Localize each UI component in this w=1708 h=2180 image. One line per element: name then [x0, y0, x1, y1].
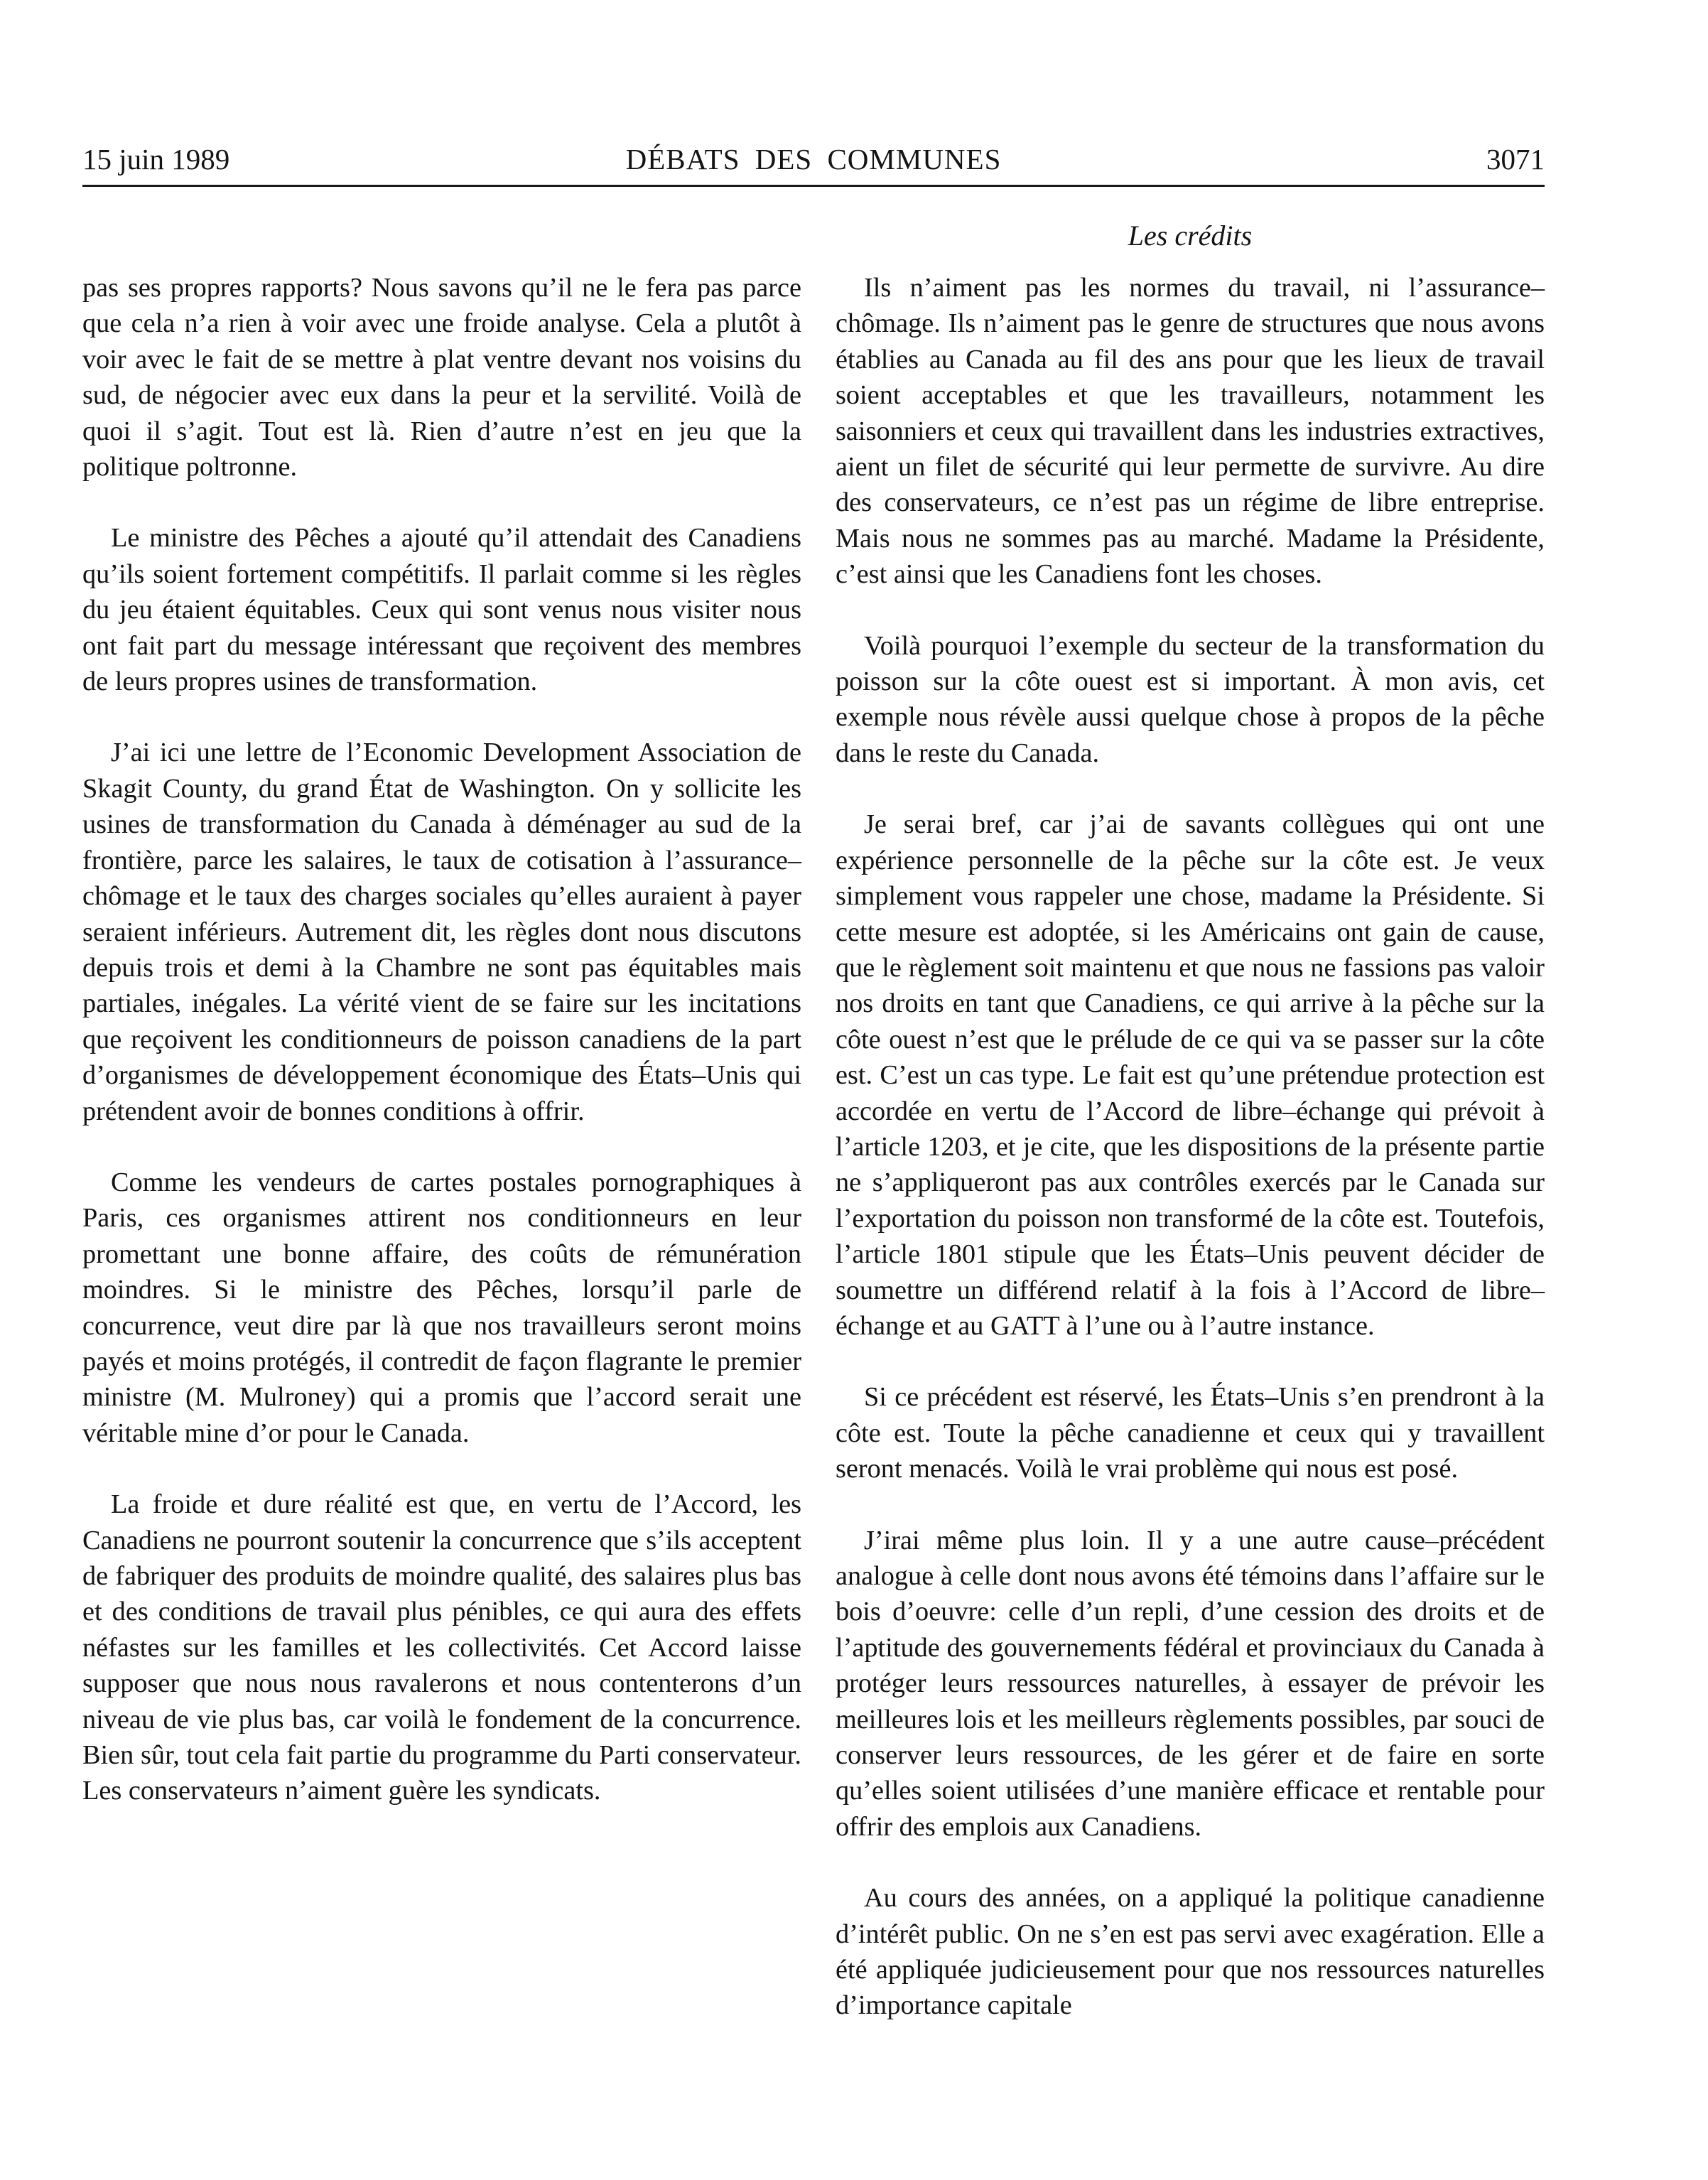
section-heading: Les crédits [1128, 220, 1253, 252]
paragraph: Ils n’aiment pas les normes du travail, ni l’assurance–chômage. Ils n’aiment pas le genre de structures que nous avons établies au Canada au fil des ans pour que les lieux de travail soient acceptables et que les travailleurs, notamment les saisonniers et ceux qui travaillent dans les industries extractives, aient un filet de sécurité qui leur permette de survivre. Au dire des conservateurs, ce n’est pas un régime de libre entreprise. Mais nous ne sommes pas au marché. Madame la Présidente, c’est ainsi que les Canadiens font les choses. [836, 273, 1545, 590]
paragraph: Comme les vendeurs de cartes postales pornographiques à Paris, ces organismes attirent nos conditionneurs en leur promettant une bonne affaire, des coûts de rémunération moindres. Si le ministre des Pêches, lorsqu’il parle de concurrence, veut dire par là que nos travailleurs seront moins payés et moins protégés, il contredit de façon flagrante le premier ministre (M. Mulroney) qui a promis que l’accord serait une véritable mine d’or pour le Canada. [82, 1167, 801, 1448]
right-column [836, 270, 1545, 2059]
paragraph: Je serai bref, car j’ai de savants collègues qui ont une expérience personnelle de la pêche sur la côte est. Je veux simplement vous rappeler une chose, madame la Présidente. Si cette mesure est adoptée, si les Américains ont gain de cause, que le règlement soit maintenu et que nous ne fassions pas valoir nos droits en tant que Canadiens, ce qui arrive à la pêche sur la côte ouest n’est que le prélude de ce qui va se passer sur la côte est. C’est un cas type. Le fait est qu’une prétendue protection est accordée en vertu de l’Accord de libre–échange qui prévoit à l’article 1203, et je cite, que les dispositions de la présente partie ne s’appliqueront pas aux contrôles exercés par le Canada sur l’exportation du poisson non transformé de la côte est. Toutefois, l’article 1801 stipule que les États–Unis peuvent décider de soumettre un différend relatif à la fois à l’Accord de libre–échange et au GATT à l’une ou à l’autre instance. [836, 809, 1545, 1341]
paragraph: Voilà pourquoi l’exemple du secteur de la transformation du poisson sur la côte ouest est si important. À mon avis, cet exemple nous révèle aussi quelque chose à propos de la pêche dans le reste du Canada. [836, 630, 1545, 768]
paragraph: Au cours des années, on a appliqué la politique canadienne d’intérêt public. On ne s’en est pas servi avec exagération. Elle a été appliquée judicieusement pour que nos ressources naturelles d’importance capitale [836, 1883, 1545, 2021]
page-header [82, 139, 1545, 187]
paragraph: Si ce précédent est réservé, les États–Unis s’en prendront à la côte est. Toute la pêche canadienne et ceux qui y travaillent seront menacés. Voilà le vrai problème qui nous est posé. [836, 1382, 1545, 1484]
header-title: DÉBATS DES COMMUNES [625, 143, 1002, 176]
header-date: 15 juin 1989 [82, 143, 230, 176]
left-column [82, 270, 801, 1845]
paragraph: Le ministre des Pêches a ajouté qu’il attendait des Canadiens qu’ils soient fortement compétitifs. Il parlait comme si les règles du jeu étaient équitables. Ceux qui sont venus nous visiter nous ont fait part du message intéressant que reçoivent des membres de leurs propres usines de transformation. [82, 523, 801, 697]
paragraph: pas ses propres rapports? Nous savons qu’il ne le fera pas parce que cela n’a rien à voir avec une froide analyse. Cela a plutôt à voir avec le fait de se mettre à plat ventre devant nos voisins du sud, de négocier avec eux dans la peur et la servilité. Voilà de quoi il s’agit. Tout est là. Rien d’autre n’est en jeu que la politique poltronne. [82, 273, 801, 482]
paragraph: La froide et dure réalité est que, en vertu de l’Accord, les Canadiens ne pourront soutenir la concurrence que s’ils acceptent de fabriquer des produits de moindre qualité, des salaires plus bas et des conditions de travail plus pénibles, ce qui aura des effets néfastes sur les familles et les collectivités. Cet Accord laisse supposer que nous nous ravalerons et nous contenterons d’un niveau de vie plus bas, car voilà le fondement de la concurrence. Bien sûr, tout cela fait partie du programme du Parti conservateur. Les conservateurs n’aiment guère les syndicats. [82, 1489, 801, 1806]
paragraph: J’irai même plus loin. Il y a une autre cause–précédent analogue à celle dont nous avons été témoins dans l’affaire sur le bois d’oeuvre: celle d’un repli, d’une cession des droits et de l’aptitude des gouvernements fédéral et provinciaux du Canada à protéger leurs ressources naturelles, à essayer de prévoir les meilleures lois et les meilleurs règlements possibles, par souci de conserver leurs ressources, de les gérer et de faire en sorte qu’elles soient utilisées d’une manière efficace et rentable pour offrir des emplois aux Canadiens. [836, 1525, 1545, 1842]
page-number: 3071 [1486, 143, 1545, 176]
paragraph: J’ai ici une lettre de l’Economic Development Association de Skagit County, du grand État de Washington. On y sollicite les usines de transformation du Canada à déménager au sud de la frontière, parce les salaires, le taux de cotisation à l’assurance–chômage et le taux des charges sociales qu’elles auraient à payer seraient inférieurs. Autrement dit, les règles dont nous discutons depuis trois et demi à la Chambre ne sont pas équitables mais partiales, inégales. La vérité vient de se faire sur les incitations que reçoivent les conditionneurs de poisson canadiens de la part d’organismes de développement économique des États–Unis qui prétendent avoir de bonnes conditions à offrir. [82, 738, 801, 1126]
